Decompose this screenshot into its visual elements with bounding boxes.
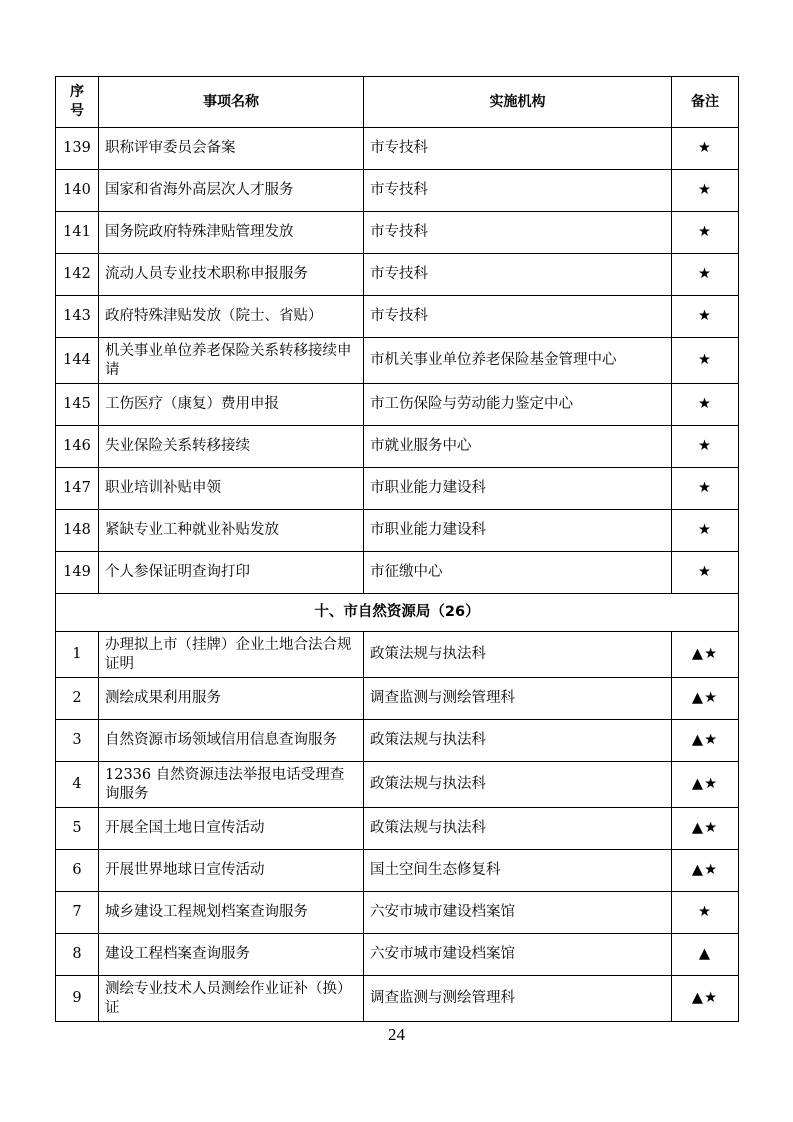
cell-seq: 148 [56, 510, 99, 552]
cell-org: 市专技科 [364, 254, 672, 296]
cell-note: ▲★ [672, 808, 739, 850]
table-header-row [56, 77, 739, 128]
cell-org: 调查监测与测绘管理科 [364, 976, 672, 1022]
cell-note: ▲★ [672, 762, 739, 808]
cell-seq: 144 [56, 338, 99, 384]
table-row [56, 808, 739, 850]
cell-seq: 1 [56, 632, 99, 678]
table-row [56, 468, 739, 510]
cell-org: 政策法规与执法科 [364, 808, 672, 850]
table-row [56, 296, 739, 338]
cell-note: ★ [672, 552, 739, 594]
cell-note: ★ [672, 128, 739, 170]
cell-name: 国家和省海外高层次人才服务 [99, 170, 364, 212]
table-row [56, 170, 739, 212]
cell-name: 机关事业单位养老保险关系转移接续申请 [99, 338, 364, 384]
table-row [56, 212, 739, 254]
cell-org: 市专技科 [364, 170, 672, 212]
table-row [56, 720, 739, 762]
table-row [56, 850, 739, 892]
cell-note: ▲★ [672, 720, 739, 762]
cell-note: ▲ [672, 934, 739, 976]
cell-seq: 143 [56, 296, 99, 338]
cell-name: 城乡建设工程规划档案查询服务 [99, 892, 364, 934]
cell-note: ★ [672, 892, 739, 934]
cell-seq: 140 [56, 170, 99, 212]
cell-seq: 139 [56, 128, 99, 170]
cell-org: 市机关事业单位养老保险基金管理中心 [364, 338, 672, 384]
cell-org: 市专技科 [364, 212, 672, 254]
table-row [56, 426, 739, 468]
page-number: 24 [388, 1025, 405, 1044]
cell-org: 六安市城市建设档案馆 [364, 892, 672, 934]
cell-org: 政策法规与执法科 [364, 632, 672, 678]
cell-note: ★ [672, 426, 739, 468]
cell-name: 测绘成果利用服务 [99, 678, 364, 720]
header-name: 事项名称 [99, 77, 364, 128]
table-row [56, 632, 739, 678]
cell-note: ▲★ [672, 976, 739, 1022]
cell-org: 六安市城市建设档案馆 [364, 934, 672, 976]
cell-org: 市职业能力建设科 [364, 468, 672, 510]
cell-seq: 8 [56, 934, 99, 976]
cell-name: 个人参保证明查询打印 [99, 552, 364, 594]
header-org: 实施机构 [364, 77, 672, 128]
table-row [56, 510, 739, 552]
cell-note: ★ [672, 468, 739, 510]
cell-name: 自然资源市场领域信用信息查询服务 [99, 720, 364, 762]
table-row [56, 678, 739, 720]
cell-name: 流动人员专业技术职称申报服务 [99, 254, 364, 296]
table-row [56, 384, 739, 426]
services-table [55, 76, 739, 1022]
table-row [56, 338, 739, 384]
cell-org: 市工伤保险与劳动能力鉴定中心 [364, 384, 672, 426]
cell-note: ★ [672, 338, 739, 384]
table-row [56, 934, 739, 976]
cell-org: 市专技科 [364, 128, 672, 170]
table-row [56, 892, 739, 934]
cell-name: 紧缺专业工种就业补贴发放 [99, 510, 364, 552]
cell-note: ★ [672, 384, 739, 426]
cell-seq: 9 [56, 976, 99, 1022]
cell-seq: 6 [56, 850, 99, 892]
cell-seq: 149 [56, 552, 99, 594]
cell-name: 失业保险关系转移接续 [99, 426, 364, 468]
cell-note: ★ [672, 254, 739, 296]
cell-seq: 141 [56, 212, 99, 254]
cell-note: ★ [672, 510, 739, 552]
cell-name: 政府特殊津贴发放（院士、省贴） [99, 296, 364, 338]
section-title: 十、市自然资源局（26） [56, 594, 739, 632]
cell-seq: 145 [56, 384, 99, 426]
cell-note: ★ [672, 212, 739, 254]
table-row [56, 128, 739, 170]
header-note: 备注 [672, 77, 739, 128]
cell-name: 职业培训补贴申领 [99, 468, 364, 510]
cell-org: 调查监测与测绘管理科 [364, 678, 672, 720]
cell-org: 市就业服务中心 [364, 426, 672, 468]
table-row [56, 762, 739, 808]
cell-seq: 7 [56, 892, 99, 934]
section-row [56, 594, 739, 632]
cell-seq: 142 [56, 254, 99, 296]
cell-seq: 2 [56, 678, 99, 720]
cell-org: 政策法规与执法科 [364, 720, 672, 762]
cell-name: 开展全国土地日宣传活动 [99, 808, 364, 850]
cell-org: 国土空间生态修复科 [364, 850, 672, 892]
cell-name: 开展世界地球日宣传活动 [99, 850, 364, 892]
cell-name: 办理拟上市（挂牌）企业土地合法合规证明 [99, 632, 364, 678]
cell-seq: 4 [56, 762, 99, 808]
cell-note: ▲★ [672, 632, 739, 678]
cell-org: 市征缴中心 [364, 552, 672, 594]
header-seq: 序号 [56, 77, 99, 128]
cell-name: 12336 自然资源违法举报电话受理查询服务 [99, 762, 364, 808]
cell-note: ★ [672, 296, 739, 338]
cell-name: 职称评审委员会备案 [99, 128, 364, 170]
table-row [56, 254, 739, 296]
cell-org: 市职业能力建设科 [364, 510, 672, 552]
cell-seq: 147 [56, 468, 99, 510]
table-row [56, 976, 739, 1022]
cell-seq: 3 [56, 720, 99, 762]
cell-note: ▲★ [672, 678, 739, 720]
cell-note: ★ [672, 170, 739, 212]
cell-org: 市专技科 [364, 296, 672, 338]
cell-name: 工伤医疗（康复）费用申报 [99, 384, 364, 426]
cell-org: 政策法规与执法科 [364, 762, 672, 808]
cell-seq: 5 [56, 808, 99, 850]
cell-name: 国务院政府特殊津贴管理发放 [99, 212, 364, 254]
cell-name: 测绘专业技术人员测绘作业证补（换）证 [99, 976, 364, 1022]
table-row [56, 552, 739, 594]
cell-seq: 146 [56, 426, 99, 468]
cell-note: ▲★ [672, 850, 739, 892]
cell-name: 建设工程档案查询服务 [99, 934, 364, 976]
